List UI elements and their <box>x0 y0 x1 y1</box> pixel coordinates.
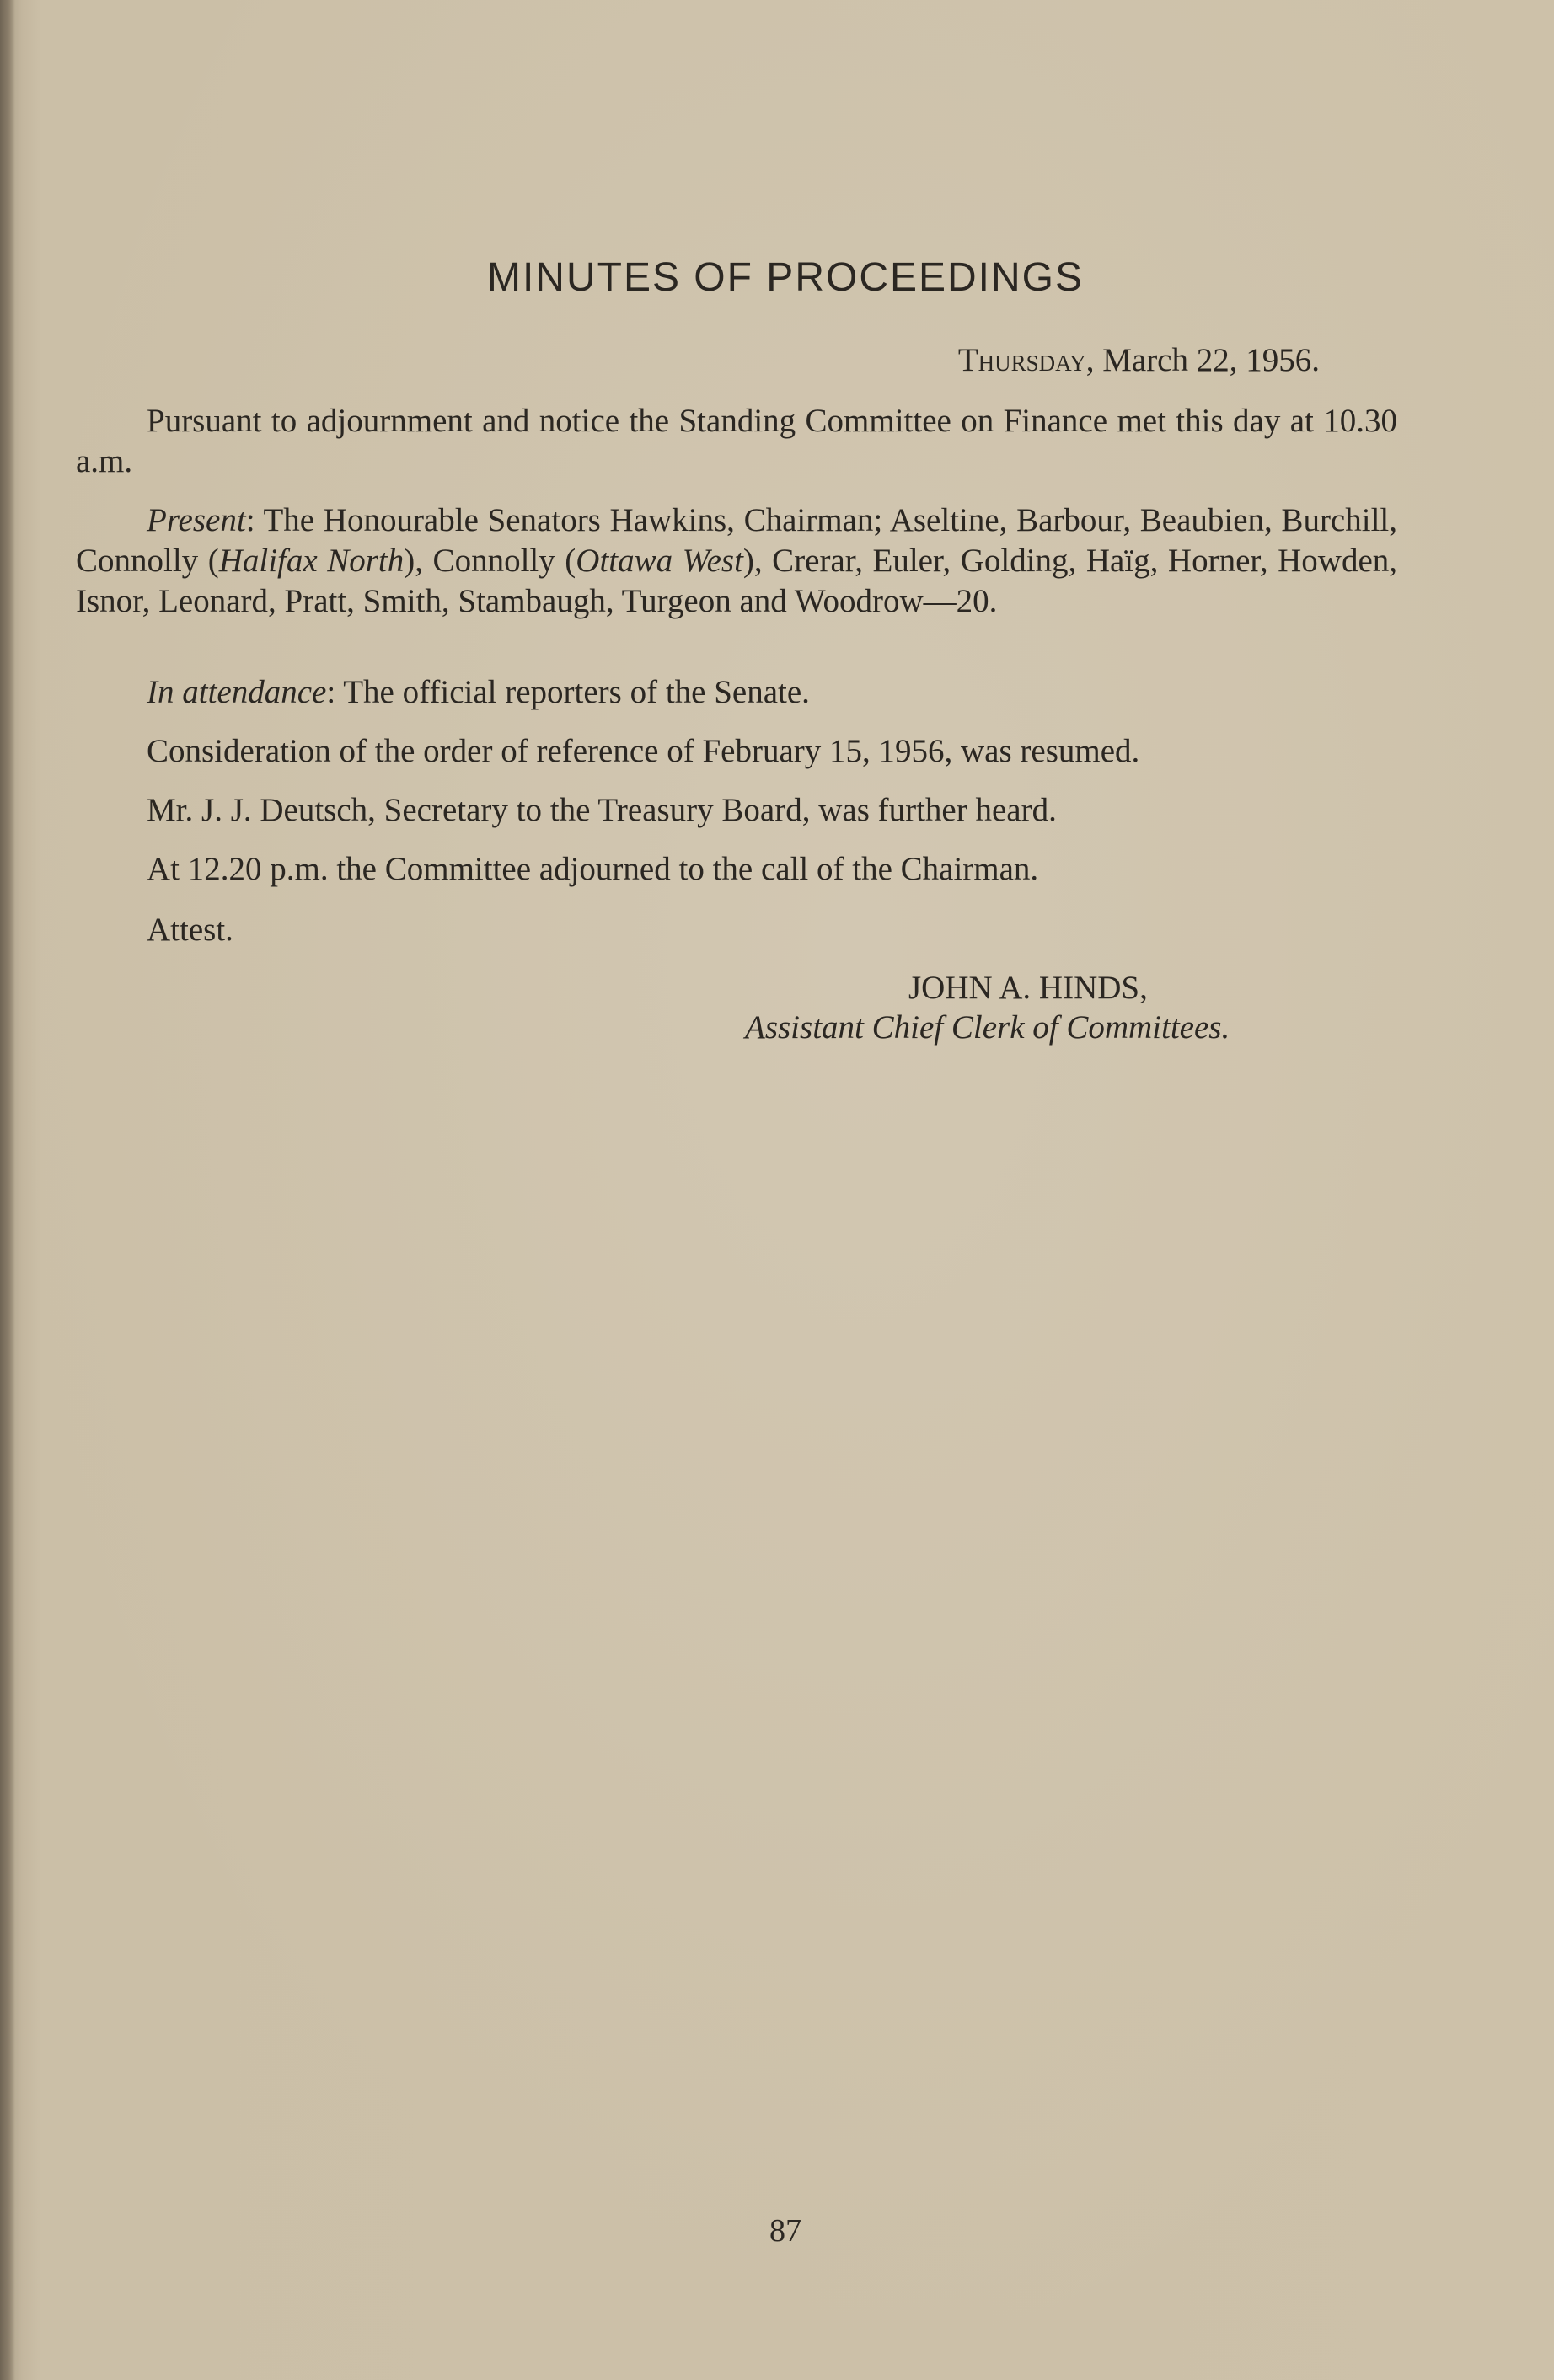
page-title: MINUTES OF PROCEEDINGS <box>486 255 1085 300</box>
paragraph-pursuant: Pursuant to adjournment and notice the Standing Committee on Finance met this day at 10.30 a.m. <box>76 403 1397 479</box>
paragraph-consideration: Consideration of the order of reference of February 15, 1956, was resumed. <box>147 733 1140 769</box>
page-number: 87 <box>769 2213 801 2249</box>
attendance-label: In attendance <box>147 674 327 710</box>
attest-line: Attest. <box>147 912 233 948</box>
present-place-halifax: Halifax North <box>218 543 405 579</box>
present-place-ottawa: Ottawa West <box>576 543 743 579</box>
dateline-day: Thursday, <box>957 342 1095 378</box>
paragraph-deutsch: Mr. J. J. Deutsch, Secretary to the Treasury Board, was further heard. <box>147 792 1057 828</box>
attendance-text: : The official reporters of the Senate. <box>326 674 810 710</box>
present-label: Present <box>147 502 246 538</box>
paragraph-present <box>76 500 1397 622</box>
signatory-name: JOHN A. HINDS, <box>908 970 1148 1006</box>
book-spine-shadow <box>0 0 15 2380</box>
present-text-3: ), Crerar, Euler, Golding, Haïg, Horner, Howden, Isnor, Leonard, Pratt, Smith, Stambaugh, Turgeon and Woodrow—20. <box>76 543 1397 619</box>
present-text-1: : The Honourable Senators Hawkins, Chairman; Aseltine, Barbour, Beaubien, Burchill, Connolly ( <box>76 502 1397 579</box>
signatory-title: Assistant Chief Clerk of Committees. <box>745 1009 1230 1046</box>
present-text-2: ), Connolly ( <box>404 543 576 579</box>
dateline-date: March 22, 1956. <box>1094 342 1320 378</box>
dateline <box>958 344 1320 377</box>
paragraph-adjourned: At 12.20 p.m. the Committee adjourned to the call of the Chairman. <box>147 851 1039 887</box>
paragraph-attendance <box>147 672 810 713</box>
